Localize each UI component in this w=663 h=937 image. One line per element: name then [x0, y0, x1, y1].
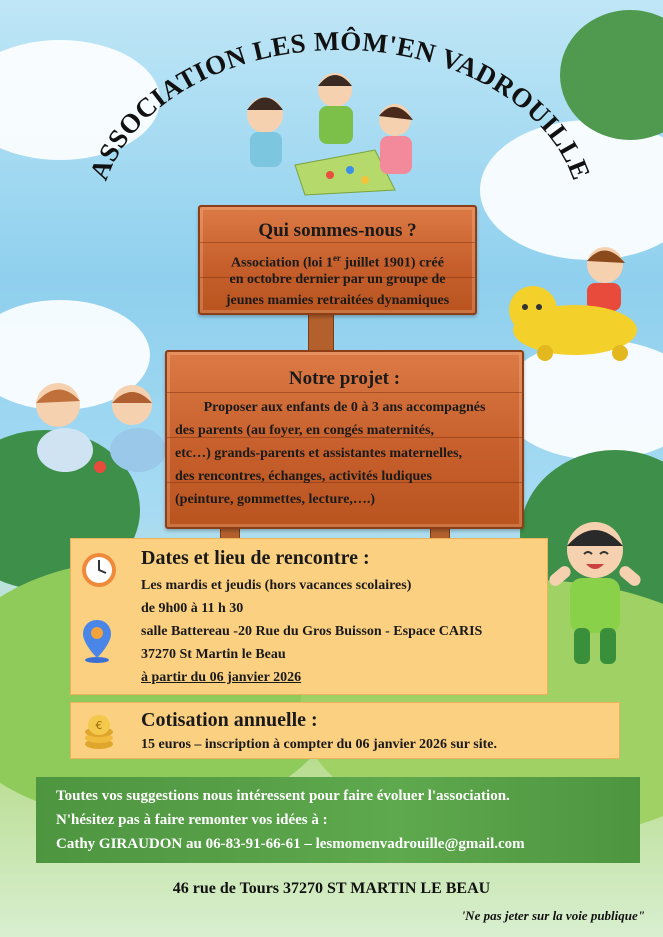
kid-toy-car-illustration [505, 235, 655, 365]
qui-line-1-sup: er [332, 253, 341, 263]
location-pin-icon [80, 618, 114, 664]
qui-line-3: jeunes mamies retraitées dynamiques [225, 293, 450, 308]
dates-city: 37270 St Martin le Beau [141, 647, 286, 662]
qui-line-2: en octobre dernier par un groupe de [229, 272, 446, 287]
suggestions-line-3: Cathy GIRAUDON au 06-83-91-66-61 – lesmomenvadrouille@gmail.com [56, 836, 525, 852]
projet-line-3: etc…) grands-parents et assistantes maternelles, [175, 446, 463, 461]
footnote: 'Ne pas jeter sur la voie publique" [461, 908, 645, 923]
qui-heading: Qui sommes-nous ? [258, 220, 417, 241]
suggestions-line-1: Toutes vos suggestions nous intéressent pour faire évoluer l'association. [56, 788, 510, 804]
projet-line-5: (peinture, gommettes, lecture,….) [175, 492, 376, 507]
notre-projet-board [165, 350, 524, 529]
coins-icon [80, 712, 118, 750]
projet-line-2: des parents (au foyer, en congés maternités, [175, 423, 434, 438]
babies-illustration [20, 375, 175, 475]
qui-line-1a: Association (loi 1 [231, 255, 333, 271]
cotisation-heading: Cotisation annuelle : [141, 709, 318, 731]
projet-line-1: Proposer aux enfants de 0 à 3 ans accompagnés [203, 400, 486, 415]
dates-start: à partir du 06 janvier 2026 [141, 670, 302, 685]
svg-text:€: € [95, 719, 103, 732]
dates-box [70, 538, 548, 695]
projet-heading: Notre projet : [288, 368, 401, 389]
plank-line [167, 392, 522, 393]
happy-boy-illustration [540, 510, 650, 670]
cotisation-box [70, 702, 620, 759]
qui-sommes-nous-board [198, 205, 477, 315]
suggestions-box [36, 777, 640, 863]
cotisation-detail: 15 euros – inscription à compter du 06 janvier 2026 sur site. [141, 737, 497, 752]
title-text: ASSOCIATION LES MÔM'EN VADROUILLE [83, 25, 597, 185]
projet-line-4: des rencontres, échanges, activités ludiques [175, 469, 432, 484]
dates-heading: Dates et lieu de rencontre : [141, 547, 370, 569]
dates-hours: de 9h00 à 11 h 30 [141, 601, 244, 616]
clock-icon [80, 551, 118, 589]
dates-place: salle Battereau -20 Rue du Gros Buisson - Espace CARIS [141, 624, 483, 639]
sign-post [308, 308, 334, 355]
kids-boardgame-illustration [235, 70, 435, 200]
address: 46 rue de Tours 37270 ST MARTIN LE BEAU [172, 880, 491, 897]
dates-days: Les mardis et jeudis (hors vacances scolaires) [141, 578, 412, 593]
suggestions-line-2: N'hésitez pas à faire remonter vos idées à : [56, 812, 328, 828]
plank-line [200, 242, 475, 243]
qui-line-1b: juillet 1901) créé [340, 255, 444, 271]
